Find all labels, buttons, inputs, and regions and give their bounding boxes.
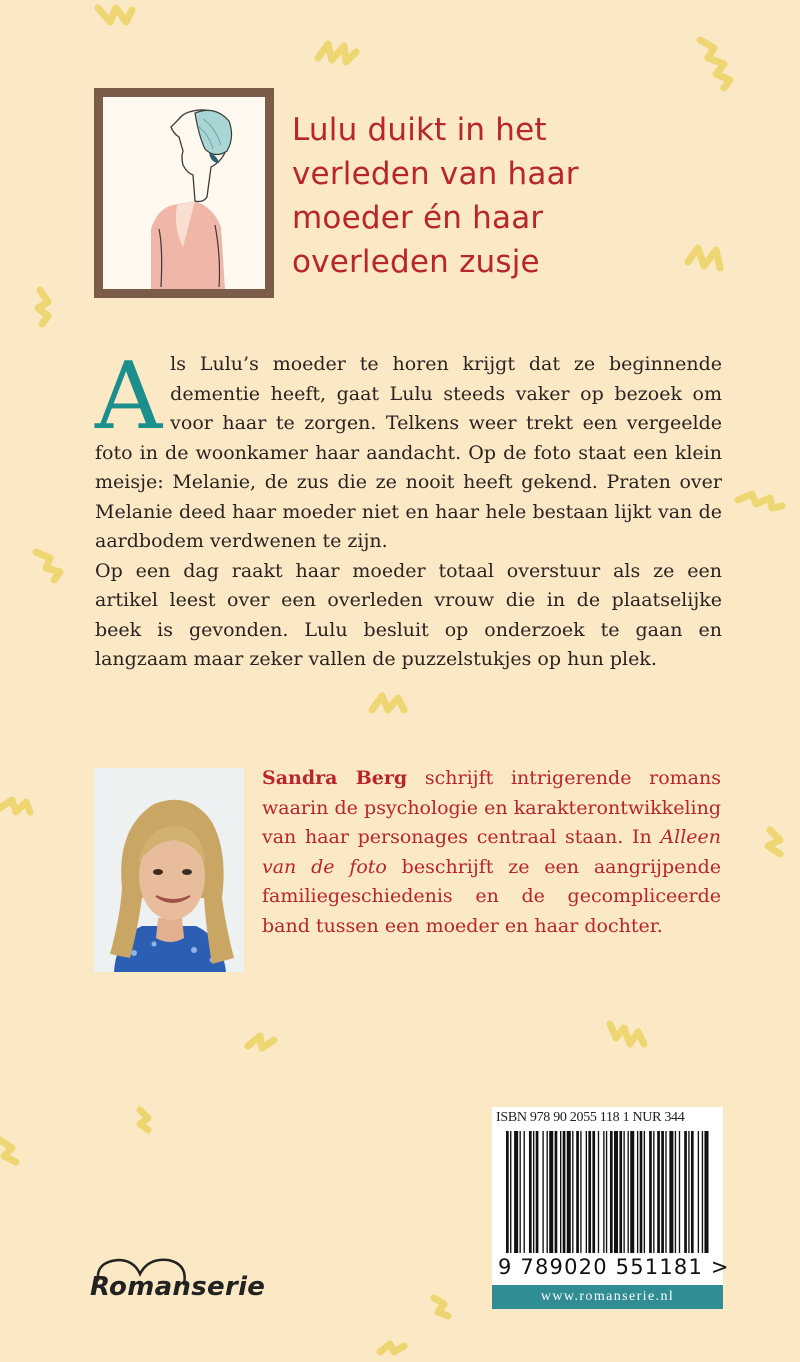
isbn-text: ISBN 978 90 2055 118 1 NUR 344 [496, 1110, 685, 1125]
author-photo [94, 768, 244, 972]
author-bio [262, 764, 721, 942]
book-title: Alleen van de foto [262, 826, 721, 878]
drop-cap: A [95, 342, 163, 450]
cover-illustration-frame [94, 88, 274, 298]
woman-profile-illustration [103, 97, 265, 289]
blurb-paragraph-1: ls Lulu’s moeder te horen krijgt dat ze beginnende dementie heeft, gaat Lulu steeds vaker op bezoek om voor haar te zorgen. Telkens weer trekt een vergeelde foto in de woonkamer haar aandacht. Op de foto staat een klein meisje: Melanie, de zus die ze nooit heeft gekend. Praten over Melanie deed haar moeder niet en haar hele bestaan lijkt van de aardbodem verdwenen te zijn. [95, 353, 722, 552]
headline-line: moeder én haar [292, 200, 544, 236]
isbn-barcode-box [492, 1107, 730, 1285]
author-name: Sandra Berg [262, 767, 408, 789]
barcode-digits: 9 789020 551181 > [498, 1255, 730, 1279]
romanserie-logo [84, 1250, 304, 1322]
book-blurb [95, 342, 722, 675]
blurb-paragraph-2: Op een dag raakt haar moeder totaal overstuur als ze een artikel leest over een overleden vrouw die in de plaatselijke beek is gevonden. Lulu besluit op onderzoek te gaan en langzaam maar zeker vallen de puzzelstukjes op hun plek. [95, 559, 722, 670]
publisher-website: www.romanserie.nl [492, 1285, 723, 1309]
headline-line: verleden van haar [292, 156, 579, 192]
headline-line: overleden zusje [292, 244, 540, 280]
bio-text-part-1: schrijft intrigerende romans waarin de psychologie en karakterontwikkeling van haar personages centraal staan. In [262, 767, 721, 849]
bio-text-part-2: beschrijft ze een aangrijpende familiegeschiedenis en de gecompliceerde band tussen een moeder en haar dochter. [262, 855, 721, 937]
back-cover-headline [292, 108, 652, 284]
author-bio-text [262, 764, 721, 942]
logo-text: Romanserie [90, 1272, 266, 1302]
headline-line: Lulu duikt in het [292, 112, 547, 148]
